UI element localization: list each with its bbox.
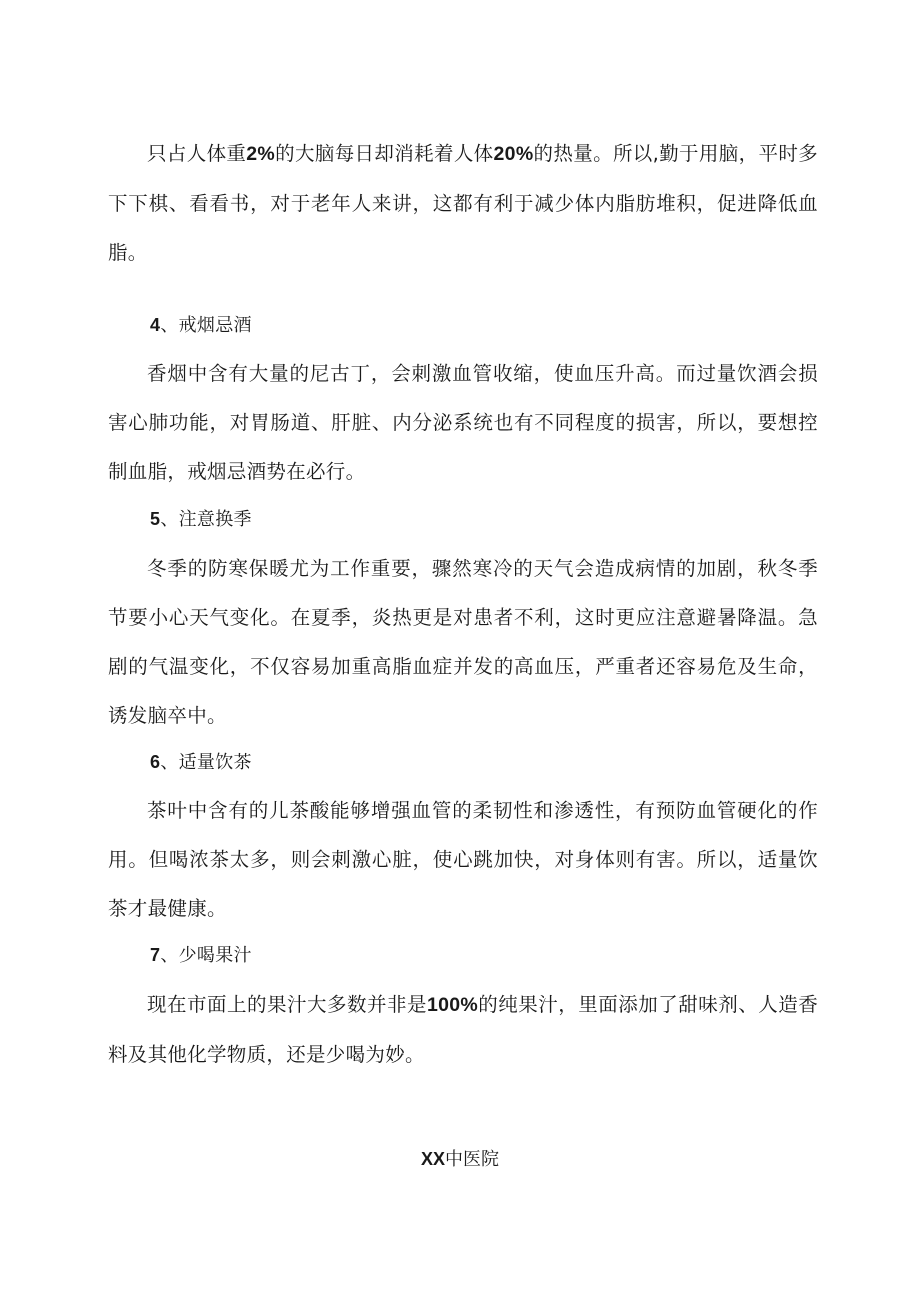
section-heading-4: 4、戒烟忌酒 [150,315,252,336]
section-body-7: 现在市面上的果汁大多数并非是100%的纯果汁，里面添加了甜味剂、人造香料及其他化学物质，还是少喝为妙。 [108,993,818,1066]
section-body-5: 冬季的防寒保暖尤为工作重要，骤然寒冷的天气会造成病情的加剧，秋冬季节要小心天气变化。在夏季，炎热更是对患者不利，这时更应注意避暑降温。急剧的气温变化，不仅容易加重高脂血症并发的高血压，严重者还容易危及生命，诱发脑卒中。 [108,557,818,727]
footer-organization: XX中医院 [420,1149,499,1170]
section-heading-5: 5、注意换季 [150,509,252,530]
section-body-6: 茶叶中含有的儿茶酸能够增强血管的柔韧性和渗透性，有预防血管硬化的作用。但喝浓茶太多，则会刺激心脏，使心跳加快，对身体则有害。所以，适量饮茶才最健康。 [108,799,818,920]
section-body-4: 香烟中含有大量的尼古丁，会刺激血管收缩，使血压升高。而过量饮酒会损害心肺功能，对胃肠道、肝脏、内分泌系统也有不同程度的损害，所以，要想控制血脂，戒烟忌酒势在必行。 [108,362,818,483]
section-heading-6: 6、适量饮茶 [150,752,252,773]
section-heading-7: 7、少喝果汁 [150,945,252,966]
percent-value: 2% [246,143,276,165]
percent-value: 100% [426,994,479,1016]
percent-value: 20% [493,143,534,165]
intro-paragraph: 只占人体重2%的大脑每日却消耗着人体20%的热量。所以,勤于用脑，平时多下下棋、看看书，对于老年人来讲，这都有利于减少体内脂肪堆积，促进降低血脂。 [108,142,818,264]
